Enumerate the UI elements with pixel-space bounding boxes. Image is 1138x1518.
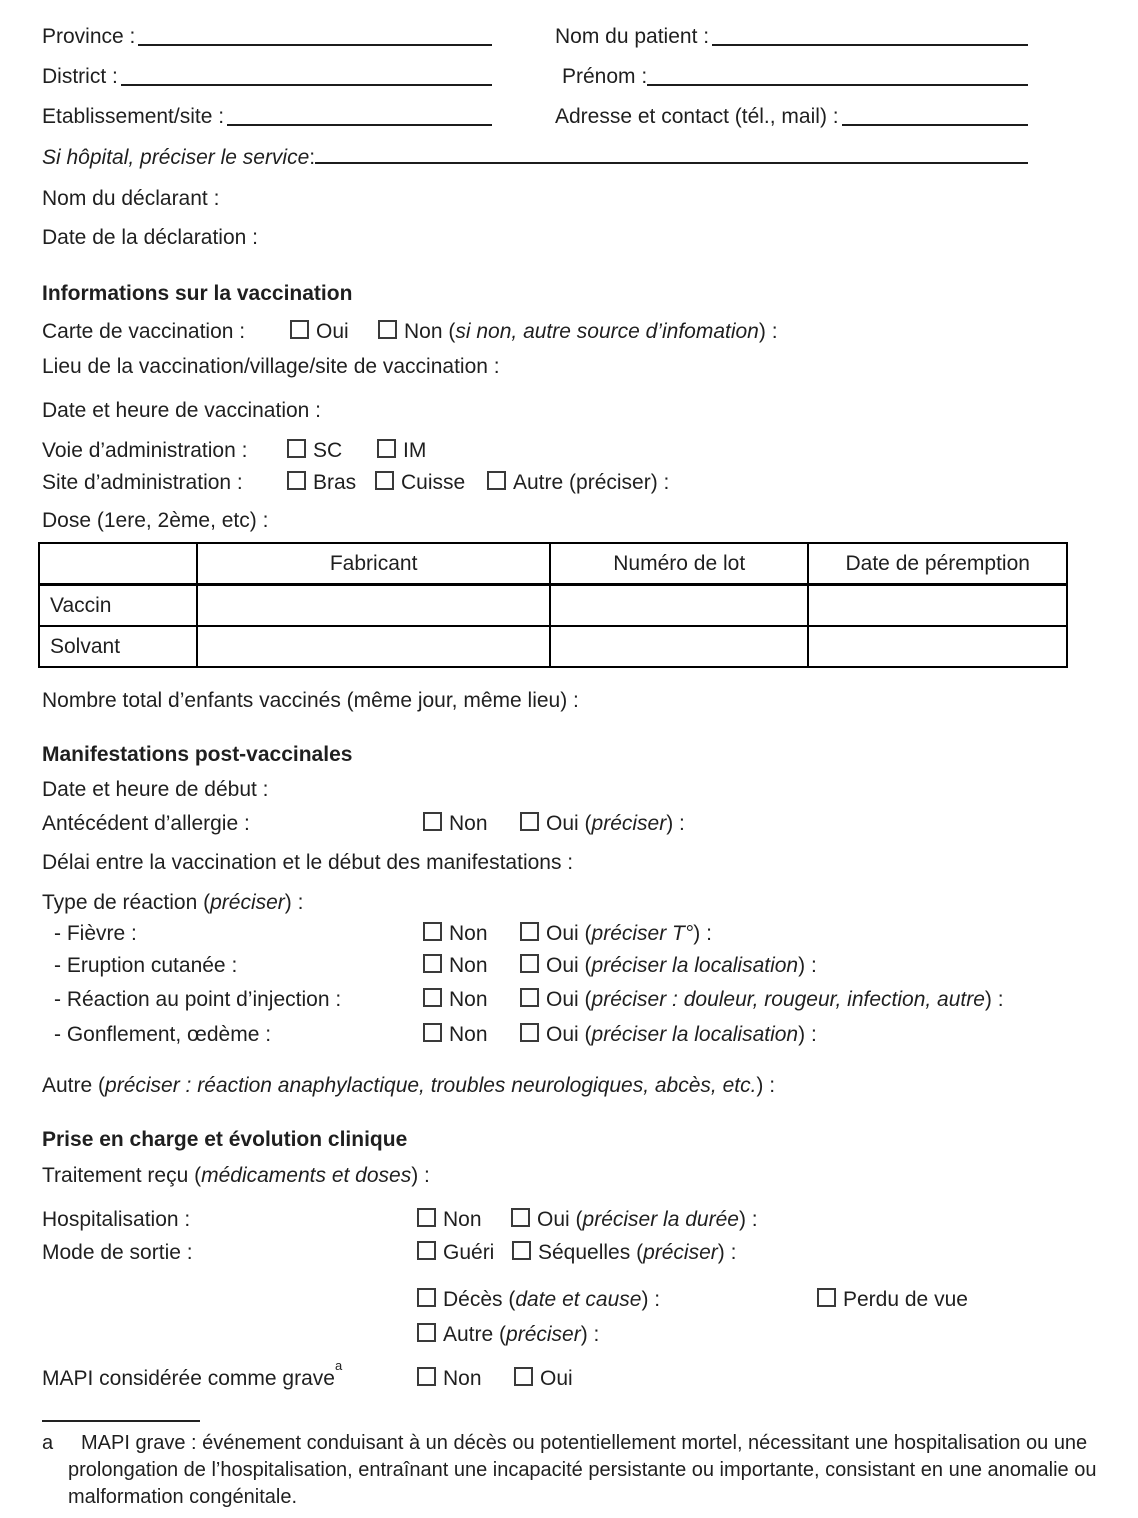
district-label: District : [42,65,118,88]
mapi-grave-label-wrap [42,1360,417,1392]
sortie-gueri-checkbox[interactable] [417,1241,436,1260]
site-cuisse-checkbox[interactable] [375,471,394,490]
mapi-non-option [417,1366,514,1392]
vaccin-table-corner-cell [39,543,197,585]
numero-lot-header: Numéro de lot [550,543,809,585]
carte-non-note: si non, autre source d’infomation [455,320,759,343]
patient-name-blank[interactable] [712,42,1028,46]
deces-line [42,1287,1096,1313]
autre-reaction-prefix: Autre ( [42,1074,106,1097]
allergie-oui-note: préciser [591,812,667,835]
solvant-fabricant-cell[interactable] [197,626,550,667]
sortie-deces-checkbox[interactable] [417,1288,436,1307]
mapi-grave-oui-checkbox[interactable] [514,1367,533,1386]
prenom-row [555,52,1028,92]
date-heure-vaccination-line: Date et heure de vaccination : [42,399,322,422]
injection-line [42,987,1096,1013]
deces-note: date et cause [515,1288,642,1311]
fievre-oui-checkbox[interactable] [520,922,539,941]
delai-line: Délai entre la vaccination et le début des manifestations : [42,851,574,874]
solvant-row [39,626,1067,667]
gonflement-label: - Gonflement, œdème : [54,1023,272,1046]
perdu-de-vue-checkbox[interactable] [817,1288,836,1307]
autre-sortie-prefix: Autre ( [443,1323,507,1346]
gonflement-non-label: Non [449,1023,488,1046]
si-hopital-label: Si hôpital, préciser le service [42,146,310,169]
type-reaction-note: préciser [210,891,285,914]
carte-oui-label: Oui [316,320,349,343]
hospitalisation-non-label: Non [443,1208,482,1231]
solvant-lot-cell[interactable] [550,626,809,667]
injection-label: - Réaction au point d’injection : [54,988,342,1011]
footnote-divider [42,1420,200,1422]
mapi-grave-oui-label: Oui [540,1367,573,1390]
eruption-oui-label: Oui ( [546,954,592,977]
site-bras-label: Bras [313,471,357,494]
deces-suffix: ) : [641,1288,661,1311]
adresse-blank[interactable] [842,122,1028,126]
eruption-non-label: Non [449,954,488,977]
province-label: Province : [42,25,136,48]
mode-sortie-line [42,1240,1096,1266]
antecedent-allergie-line [42,811,1096,837]
solvant-peremption-cell[interactable] [808,626,1067,667]
fievre-line [42,921,1096,947]
allergie-non-label: Non [449,812,488,835]
province-row [42,12,492,52]
sortie-sequelles-checkbox[interactable] [512,1241,531,1260]
section-manifestations-title: Manifestations post-vaccinales [42,743,353,766]
footnote-marker: a [42,1432,54,1454]
autre-reaction-note: préciser : réaction anaphylactique, troubles neurologiques, abcès, etc. [105,1074,757,1097]
province-blank[interactable] [138,42,492,46]
injection-oui-label: Oui ( [546,988,592,1011]
mapi-grave-line [42,1360,1096,1392]
injection-oui-suffix: ) : [984,988,1004,1011]
nombre-total-line: Nombre total d’enfants vaccinés (même jour, même lieu) : [42,689,579,712]
section-prise-charge-title: Prise en charge et évolution clinique [42,1128,408,1151]
voie-im-label: IM [403,439,427,462]
fievre-label: - Fièvre : [54,922,137,945]
fievre-non-label: Non [449,922,488,945]
declarant-label: Nom du déclarant : [42,187,220,210]
injection-non-checkbox[interactable] [423,988,442,1007]
service-row [42,132,1028,170]
gonflement-line [42,1022,1096,1048]
district-blank[interactable] [121,82,492,86]
sortie-sequelles-note: préciser [643,1241,718,1264]
eruption-oui-suffix: ) : [798,954,817,977]
voie-sc-option [287,438,377,464]
allergie-oui-checkbox[interactable] [520,812,539,831]
gonflement-non-checkbox[interactable] [423,1023,442,1042]
mode-sortie-label: Mode de sortie : [42,1241,193,1264]
allergie-non-checkbox[interactable] [423,812,442,831]
fievre-oui-label: Oui ( [546,922,592,945]
traitement-line [42,1163,1096,1189]
district-row [42,52,492,92]
date-peremption-header: Date de péremption [808,543,1067,585]
mapi-grave-non-label: Non [443,1367,482,1390]
type-reaction-line [42,890,1096,916]
injection-oui-note: préciser : douleur, rougeur, infection, autre [591,988,985,1011]
hospitalisation-non-checkbox[interactable] [417,1208,436,1227]
allergie-label: Antécédent d’allergie : [42,812,250,835]
voie-administration-line [42,438,1096,464]
perdu-de-vue-label: Perdu de vue [843,1288,968,1311]
eruption-non-option [423,953,520,979]
voie-sc-label: SC [313,439,343,462]
traitement-note: médicaments et doses [201,1164,412,1187]
autre-reaction-suffix: ) : [756,1074,776,1097]
fievre-oui-suffix: ) : [693,922,712,945]
eruption-line [42,953,1096,979]
carte-label: Carte de vaccination : [42,320,246,343]
sortie-deces-option [417,1287,817,1313]
site-bras-option [287,470,375,496]
vaccin-peremption-cell[interactable] [808,585,1067,627]
site-label: Site d’administration : [42,471,243,494]
type-reaction-suffix: ) : [284,891,304,914]
carte-vaccination-line [42,319,1096,345]
vaccin-lot-cell[interactable] [550,585,809,627]
prenom-blank[interactable] [647,82,1028,86]
sortie-gueri-option [417,1240,512,1266]
mapi-grave-label: MAPI considérée comme grave [42,1367,335,1390]
voie-im-checkbox[interactable] [377,439,396,458]
eruption-non-checkbox[interactable] [423,954,442,973]
hospitalisation-line [42,1207,1096,1233]
sortie-sequelles-suffix: ) : [717,1241,737,1264]
site-administration-line [42,470,1096,496]
deces-label: Décès ( [443,1288,516,1311]
gonflement-oui-note: préciser la localisation [591,1023,799,1046]
hospitalisation-label: Hospitalisation : [42,1208,191,1231]
identification-grid [42,12,1028,132]
eruption-oui-checkbox[interactable] [520,954,539,973]
hospitalisation-non-option [417,1207,511,1233]
footnote [42,1430,1130,1511]
injection-oui-checkbox[interactable] [520,988,539,1007]
declarant-line [42,186,1096,212]
hospitalisation-oui-note: préciser la durée [582,1208,739,1231]
vaccin-row-label: Vaccin [39,585,197,627]
traitement-prefix: Traitement reçu ( [42,1164,202,1187]
carte-non-label: Non ( [404,320,456,343]
sortie-gueri-label: Guéri [443,1241,495,1264]
eruption-oui-note: préciser la localisation [591,954,799,977]
patient-row [555,12,1028,52]
site-cuisse-label: Cuisse [401,471,466,494]
eruption-label: - Eruption cutanée : [54,954,238,977]
injection-non-option [423,987,520,1013]
date-declaration-label: Date de la déclaration : [42,226,258,249]
etablissement-label: Etablissement/site : [42,105,225,128]
site-autre-label: Autre (préciser) : [513,471,670,494]
voie-label: Voie d’administration : [42,439,248,462]
adresse-row [555,92,1028,132]
date-debut-line: Date et heure de début : [42,778,269,801]
adresse-label: Adresse et contact (tél., mail) : [555,105,839,128]
fievre-oui-note: préciser T° [591,922,694,945]
allergie-non-option [423,811,520,837]
mapi-grave-footnote-ref: a [334,1358,343,1373]
autre-sortie-line [42,1322,1096,1348]
carte-oui-checkbox[interactable] [290,320,309,339]
carte-non-checkbox[interactable] [378,320,397,339]
gonflement-oui-checkbox[interactable] [520,1023,539,1042]
mapi-grave-non-checkbox[interactable] [417,1367,436,1386]
type-reaction-prefix: Type de réaction ( [42,891,211,914]
dose-line: Dose (1ere, 2ème, etc) : [42,509,269,532]
voie-sc-checkbox[interactable] [287,439,306,458]
site-autre-checkbox[interactable] [487,471,506,490]
prenom-label: Prénom : [562,65,648,88]
footnote-text: MAPI grave : événement conduisant à un décès ou potentiellement mortel, nécessitant une hospitalisation ou une prolongation de l’hospitalisation, entraînant une incapacité persistante ou importante, consistant en une anomalie ou malformation congénitale. [68,1432,1097,1508]
hospitalisation-oui-checkbox[interactable] [511,1208,530,1227]
etablissement-blank[interactable] [227,122,492,126]
solvant-row-label: Solvant [39,626,197,667]
autre-reaction-line [42,1073,1096,1099]
vaccin-fabricant-cell[interactable] [197,585,550,627]
sortie-autre-checkbox[interactable] [417,1323,436,1342]
autre-sortie-note: préciser [506,1323,581,1346]
section-vaccination-title: Informations sur la vaccination [42,282,353,305]
fievre-non-option [423,921,520,947]
vaccin-table [38,542,1068,668]
gonflement-non-option [423,1022,520,1048]
allergie-oui-label: Oui ( [546,812,592,835]
hospitalisation-oui-suffix: ) : [738,1208,758,1231]
hospitalisation-oui-label: Oui ( [537,1208,583,1231]
etablissement-row [42,92,492,132]
autre-sortie-suffix: ) : [580,1323,600,1346]
site-cuisse-option [375,470,487,496]
vaccin-table-header-row [39,543,1067,585]
fabricant-header: Fabricant [197,543,550,585]
patient-name-label: Nom du patient : [555,25,710,48]
vaccin-row [39,585,1067,627]
gonflement-oui-suffix: ) : [798,1023,817,1046]
si-hopital-colon: : [309,146,316,169]
carte-oui-option [290,319,378,345]
carte-non-suffix: ) : [758,320,778,343]
injection-non-label: Non [449,988,488,1011]
service-blank[interactable] [315,160,1028,164]
fievre-non-checkbox[interactable] [423,922,442,941]
site-bras-checkbox[interactable] [287,471,306,490]
allergie-oui-suffix: ) : [666,812,685,835]
sortie-sequelles-label: Séquelles ( [538,1241,644,1264]
traitement-suffix: ) : [411,1164,430,1187]
gonflement-oui-label: Oui ( [546,1023,592,1046]
lieu-vaccination-line: Lieu de la vaccination/village/site de vaccination : [42,355,500,378]
date-declaration-line [42,225,1096,251]
